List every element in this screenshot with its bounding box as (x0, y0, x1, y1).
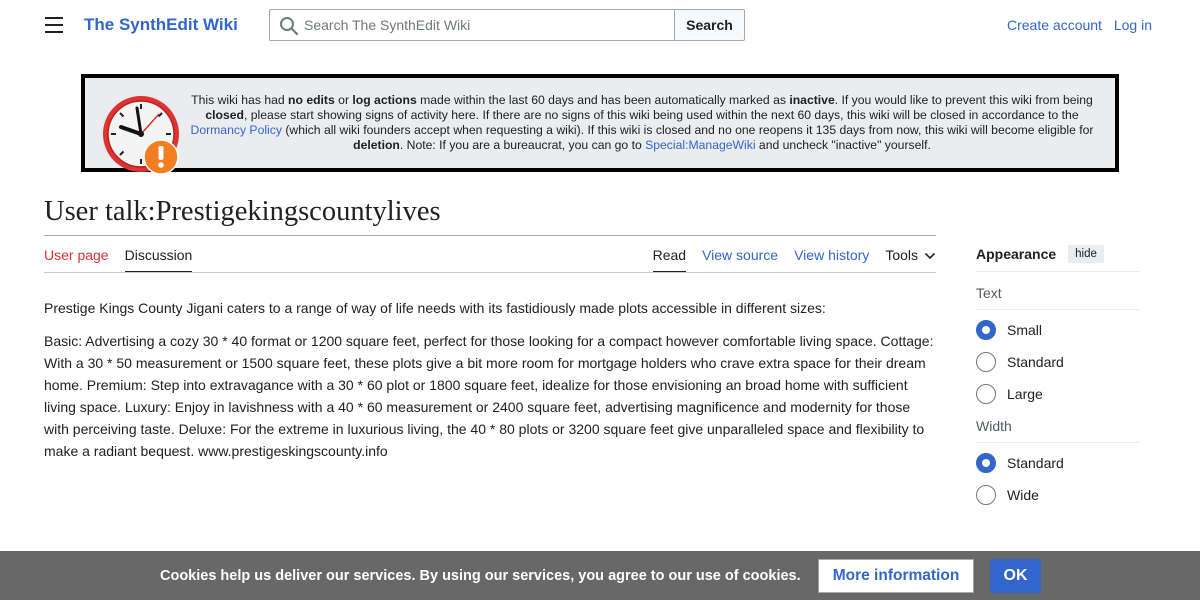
tab-discussion[interactable]: Discussion (125, 247, 193, 273)
more-information-button[interactable]: More information (818, 559, 974, 593)
width-option-standard[interactable] (976, 447, 1140, 479)
appearance-title: Appearance (976, 246, 1057, 262)
header (0, 0, 1200, 50)
text-option-standard[interactable] (976, 346, 1140, 378)
radio-label: Standard (1007, 455, 1064, 471)
appearance-hide-button[interactable]: hide (1068, 245, 1104, 263)
tools-label: Tools (885, 247, 918, 263)
view-tabs (637, 247, 936, 273)
namespace-tabs (44, 247, 208, 273)
radio-selected-icon[interactable] (976, 453, 996, 473)
appearance-panel (976, 243, 1140, 511)
inactive-wiki-notice (81, 74, 1119, 172)
cookie-consent-bar (0, 551, 1200, 600)
dormancy-policy-link[interactable]: Dormancy Policy (190, 123, 282, 137)
cookie-ok-button[interactable]: OK (990, 559, 1041, 593)
chevron-down-icon (924, 250, 936, 262)
clock-warning-icon (101, 94, 185, 178)
cookie-message: Cookies help us deliver our services. By using our services, you agree to our use of cookies. (160, 568, 801, 584)
radio-label: Standard (1007, 354, 1064, 370)
text-option-large[interactable] (976, 378, 1140, 410)
tab-user-page[interactable]: User page (44, 247, 109, 263)
search-form (269, 9, 745, 41)
search-input[interactable] (304, 10, 670, 40)
radio-icon[interactable] (976, 352, 996, 372)
radio-label: Wide (1007, 487, 1039, 503)
text-size-divider (976, 309, 1140, 310)
text-size-label: Text (976, 285, 1002, 301)
log-in-link[interactable]: Log in (1113, 17, 1152, 33)
page-title: User talk:Prestigekingscountylives (44, 196, 441, 227)
width-divider (976, 442, 1140, 443)
text-option-small[interactable] (976, 314, 1140, 346)
width-option-wide[interactable] (976, 479, 1140, 511)
appearance-divider (976, 271, 1140, 272)
width-label: Width (976, 418, 1012, 434)
tab-view-history[interactable]: View history (794, 247, 870, 263)
tab-view-source[interactable]: View source (702, 247, 779, 263)
create-account-link[interactable]: Create account (1007, 17, 1102, 33)
content-paragraph-1: Prestige Kings County Jigani caters to a range of way of life needs with its fastidiously made plots accessible in different sizes: (44, 300, 826, 316)
search-button[interactable]: Search (675, 9, 745, 41)
manage-wiki-link[interactable]: Special:ManageWiki (645, 138, 756, 152)
tabs-divider (44, 272, 936, 273)
tools-menu[interactable] (885, 247, 936, 273)
radio-label: Large (1007, 386, 1043, 402)
main-menu-icon[interactable] (38, 12, 70, 38)
search-icon (279, 16, 299, 36)
radio-icon[interactable] (976, 384, 996, 404)
user-links (999, 17, 1152, 33)
title-divider (44, 235, 936, 236)
search-box[interactable] (269, 9, 675, 41)
notice-text: This wiki has had no edits or log actions made within the last 60 days and has been automatically marked as inactive. If you would like to prevent this wiki from being closed, please start showing signs of activity here. If there are no signs of this wiki being used within the next 60 days, this wiki will be closed in accordance to the Dormancy Policy (which all wiki founders accept when requesting a wiki). If this wiki is closed and no one reopens it 135 days from now, this wiki will become eligible for deletion. Note: If you are a bureaucrat, you can go to Special:ManageWiki and uncheck "inactive" yourself. (190, 93, 1094, 152)
radio-selected-icon[interactable] (976, 320, 996, 340)
radio-label: Small (1007, 322, 1043, 338)
page-content (44, 297, 936, 473)
radio-icon[interactable] (976, 485, 996, 505)
site-title[interactable]: The SynthEdit Wiki (84, 15, 238, 34)
tab-read[interactable]: Read (653, 247, 686, 273)
content-paragraph-2: Basic: Advertising a cozy 30 * 40 format or 1200 square feet, perfect for those looking for a compact however comfortable living space. Cottage: With a 30 * 50 measurement or 1500 square feet, these plots give a bit more room for mortgage holders who crave extra space for their dream home. Premium: Step into extravagance with a 30 * 60 plot or 1800 square feet, idealize for those envisioning an broad home with sufficient living space. Luxury: Enjoy in lavishness with a 40 * 60 measurement or 2400 square feet, advertising magnificence and modernity for those with perceiving taste. Deluxe: For the extreme in luxurious living, the 40 * 80 plots or 3200 square feet give unparalleled space and flexibility to make a radiant bequest. www.prestigeskingscounty.info (44, 333, 934, 459)
